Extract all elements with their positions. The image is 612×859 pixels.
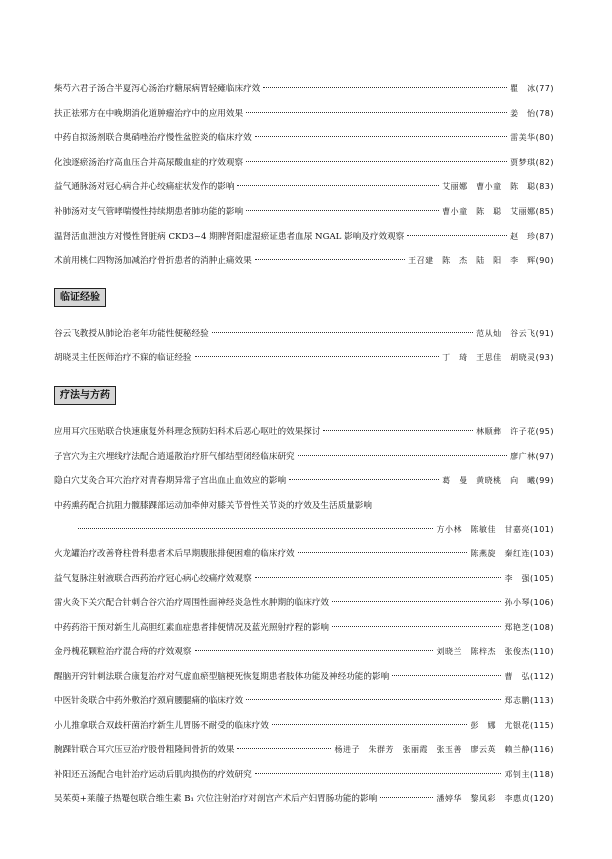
toc-entry[interactable] <box>54 106 554 122</box>
toc-entry-page: (113) <box>529 696 554 705</box>
toc-entry-authors: 潘婷华 黎凤彩 李惠贞 <box>436 794 530 803</box>
toc-entry-title: 中药自拟汤剂联合奥硝唑治疗慢性盆腔炎的临床疗效 <box>54 133 252 143</box>
toc-entry-page: (115) <box>529 721 554 730</box>
toc-entry-title: 柴芍六君子汤合半夏泻心汤治疗糖尿病胃轻瘫临床疗效 <box>54 84 261 94</box>
toc-entry[interactable] <box>54 473 554 489</box>
toc-entry-authors: 郑志鹏 <box>504 696 530 705</box>
toc-entry-authors: 贾梦琪 <box>510 158 536 167</box>
toc-entry-title: 子宫穴为主穴埋线疗法配合逍遥散治疗肝气郁结型闭经临床研究 <box>54 452 295 462</box>
toc-entry-title: 火龙罐治疗改善脊柱骨科患者术后早期腹胀排便困难的临床疗效 <box>54 549 295 559</box>
toc-entry-title: 温肾活血泄浊方对慢性肾脏病 CKD3~4 期脾肾阳虚湿瘀证患者血尿 NGAL 影响及疗效观察 <box>54 232 405 242</box>
toc-entry-page: (116) <box>529 745 554 754</box>
toc-entry-authors: 丁 琦 王思佳 胡晓灵 <box>442 353 536 362</box>
toc-entry-title: 谷云飞教授从肺论治老年功能性便秘经验 <box>54 329 209 339</box>
leader-dots <box>246 698 501 700</box>
toc-entry-page: (80) <box>535 133 554 142</box>
leader-dots <box>263 86 507 88</box>
leader-dots <box>78 527 433 529</box>
toc-entry[interactable] <box>54 718 554 734</box>
toc-entry-authors: 邓钊主 <box>504 770 530 779</box>
toc-entry[interactable] <box>54 571 554 587</box>
toc-entry[interactable] <box>54 424 554 440</box>
toc-entry-page: (95) <box>535 427 554 436</box>
toc-entry-page: (91) <box>535 329 554 338</box>
toc-entry-page: (118) <box>529 770 554 779</box>
toc-entry-title: 雷火灸下关穴配合针刺合谷穴治疗周围性面神经炎急性水肿期的临床疗效 <box>54 598 330 608</box>
toc-entry[interactable] <box>54 498 554 514</box>
toc-entry[interactable] <box>54 229 554 245</box>
toc-entry-page: (105) <box>529 574 554 583</box>
toc-entry-page: (101) <box>529 525 554 534</box>
toc-entry-title: 胡晓灵主任医师治疗不寐的临证经验 <box>54 353 192 363</box>
toc-entry-authors: 孙小琴 <box>504 598 530 607</box>
toc-entry[interactable] <box>54 326 554 342</box>
leader-dots <box>195 649 434 651</box>
toc-entry-title: 金丹槐花颗粒治疗混合痔的疗效观察 <box>54 647 192 657</box>
toc-entry-authors: 陈燕旋 秦红连 <box>470 549 530 558</box>
leader-dots <box>195 355 440 357</box>
toc-entry-page: (82) <box>535 158 554 167</box>
toc-entry-page: (120) <box>529 794 554 803</box>
toc-entry[interactable] <box>54 204 554 220</box>
leader-dots <box>332 625 501 627</box>
toc-entry-page: (99) <box>535 476 554 485</box>
toc-entry-authors: 王召建 陈 杰 陆 阳 李 辉 <box>408 256 536 265</box>
toc-entry[interactable] <box>54 620 554 636</box>
section-heading: 临证经验 <box>54 288 106 307</box>
toc-entry-page: (83) <box>535 182 554 191</box>
toc-entry-authors: 郑艳芝 <box>504 623 530 632</box>
leader-dots <box>237 184 439 186</box>
leader-dots <box>255 135 507 137</box>
section-heading: 疗法与方药 <box>54 386 116 405</box>
toc-entry[interactable] <box>54 595 554 611</box>
toc-entry-authors: 瞿 冰 <box>510 84 536 93</box>
toc-entry[interactable] <box>54 546 554 562</box>
leader-dots <box>298 454 507 456</box>
toc-entry-continuation[interactable] <box>78 522 554 538</box>
leader-dots <box>289 478 439 480</box>
toc-entry-title: 中药药浴干预对新生儿高胆红素血症患者排便情况及蓝光照射疗程的影响 <box>54 623 330 633</box>
leader-dots <box>272 723 468 725</box>
toc-entry[interactable] <box>54 791 554 807</box>
toc-entry-title: 术前用桃仁四物汤加减治疗骨折患者的消肿止痛效果 <box>54 256 252 266</box>
toc-entry[interactable] <box>54 669 554 685</box>
toc-entry-page: (106) <box>529 598 554 607</box>
toc-entry-page: (90) <box>535 256 554 265</box>
toc-entry[interactable] <box>54 767 554 783</box>
toc-entry-title: 中医针灸联合中药外敷治疗颈肩腰腿痛的临床疗效 <box>54 696 244 706</box>
leader-dots <box>246 160 507 162</box>
toc-entry-title: 益气通脉汤对冠心病合并心绞痛症状发作的影响 <box>54 182 235 192</box>
toc-entry-authors: 刘晓兰 陈梓杰 张俊杰 <box>436 647 530 656</box>
toc-entry-authors: 李 强 <box>504 574 530 583</box>
leader-dots <box>380 796 433 798</box>
toc-entry-title: 醒脑开窍针刺法联合康复治疗对气虚血瘀型脑梗死恢复期患者肢体功能及神经功能的影响 <box>54 672 390 682</box>
toc-entry-authors: 赵 珍 <box>510 232 536 241</box>
toc-entry-title: 益气复脉注射液联合西药治疗冠心病心绞痛疗效观察 <box>54 574 252 584</box>
toc-entry-title: 中药熏药配合抗阻力髋膝踝部运动加牵伸对膝关节骨性关节炎的疗效及生活质量影响 <box>54 501 372 511</box>
leader-dots <box>255 772 502 774</box>
toc-entry-page: (78) <box>535 109 554 118</box>
leader-dots <box>255 576 502 578</box>
leader-dots <box>407 234 507 236</box>
toc-entry-title: 腕踝针联合耳穴压豆治疗股骨粗隆间骨折的效果 <box>54 745 235 755</box>
toc-entry-authors: 林顺彝 许子花 <box>476 427 536 436</box>
toc-entry-title: 补阳还五汤配合电针治疗运动后肌肉损伤的疗效研究 <box>54 770 252 780</box>
toc-entry-authors: 范从灿 谷云飞 <box>476 329 536 338</box>
leader-dots <box>246 209 439 211</box>
toc-entry[interactable] <box>54 350 554 366</box>
toc-entry-authors: 雷美华 <box>510 133 536 142</box>
toc-entry[interactable] <box>54 81 554 97</box>
toc-entry-page: (110) <box>529 647 554 656</box>
toc-entry-page: (112) <box>529 672 554 681</box>
toc-entry-title: 化浊逐瘀汤治疗高血压合并高尿酸血症的疗效观察 <box>54 158 244 168</box>
toc-entry-title: 应用耳穴压贴联合快速康复外科理念预防妇科术后恶心呕吐的效果探讨 <box>54 427 321 437</box>
toc-entry-authors: 廖广林 <box>510 452 536 461</box>
toc-entry-authors: 彭 娜 尤银花 <box>470 721 530 730</box>
toc-entry-title: 隐白穴艾灸合耳穴治疗对青春期异常子宫出血止血效应的影响 <box>54 476 287 486</box>
toc-entry[interactable] <box>54 644 554 660</box>
toc-entry-authors: 葛 曼 黄晓桃 向 曦 <box>442 476 536 485</box>
leader-dots <box>332 600 501 602</box>
leader-dots <box>323 429 473 431</box>
toc-entry-authors: 姜 怡 <box>510 109 536 118</box>
toc-entry-authors: 曹小童 陈 聪 艾丽娜 <box>442 207 536 216</box>
leader-dots <box>212 331 473 333</box>
toc-entry[interactable] <box>54 742 554 758</box>
toc-entry-authors: 曹 弘 <box>504 672 530 681</box>
toc-entry-page: (87) <box>535 232 554 241</box>
toc-entry-page: (103) <box>529 549 554 558</box>
toc-entry[interactable] <box>54 155 554 171</box>
leader-dots <box>237 747 331 749</box>
leader-dots <box>246 111 507 113</box>
leader-dots <box>255 258 405 260</box>
toc-entry-title: 补肺汤对支气管哮喘慢性持续期患者肺功能的影响 <box>54 207 244 217</box>
toc-entry[interactable] <box>54 130 554 146</box>
toc-entry-page: (108) <box>529 623 554 632</box>
toc-entry[interactable] <box>54 253 554 269</box>
toc-entry-page: (93) <box>535 353 554 362</box>
toc-entry-authors: 艾丽娜 曹小童 陈 聪 <box>442 182 536 191</box>
toc-entry-authors: 杨进子 朱群芳 张丽霞 张玉善 廖云英 赖兰静 <box>334 745 530 754</box>
toc-entry-title: 扶正祛邪方在中晚期消化道肿瘤治疗中的应用效果 <box>54 109 244 119</box>
toc-entry-page: (77) <box>535 84 554 93</box>
toc-entry-title: 小儿推拿联合双歧杆菌治疗新生儿胃肠不耐受的临床疗效 <box>54 721 269 731</box>
toc-entry-page: (97) <box>535 452 554 461</box>
toc-entry-title: 吴茱萸+莱菔子热罨包联合维生素 B₁ 穴位注射治疗对剖宫产术后产妇胃肠功能的影响 <box>54 794 378 804</box>
toc-entry[interactable] <box>54 449 554 465</box>
leader-dots <box>298 551 468 553</box>
toc-entry-authors: 方小林 陈敏佳 甘嘉亮 <box>436 525 530 534</box>
toc-entry[interactable] <box>54 179 554 195</box>
toc-entry[interactable] <box>54 693 554 709</box>
toc-entry-page: (85) <box>535 207 554 216</box>
leader-dots <box>392 674 501 676</box>
